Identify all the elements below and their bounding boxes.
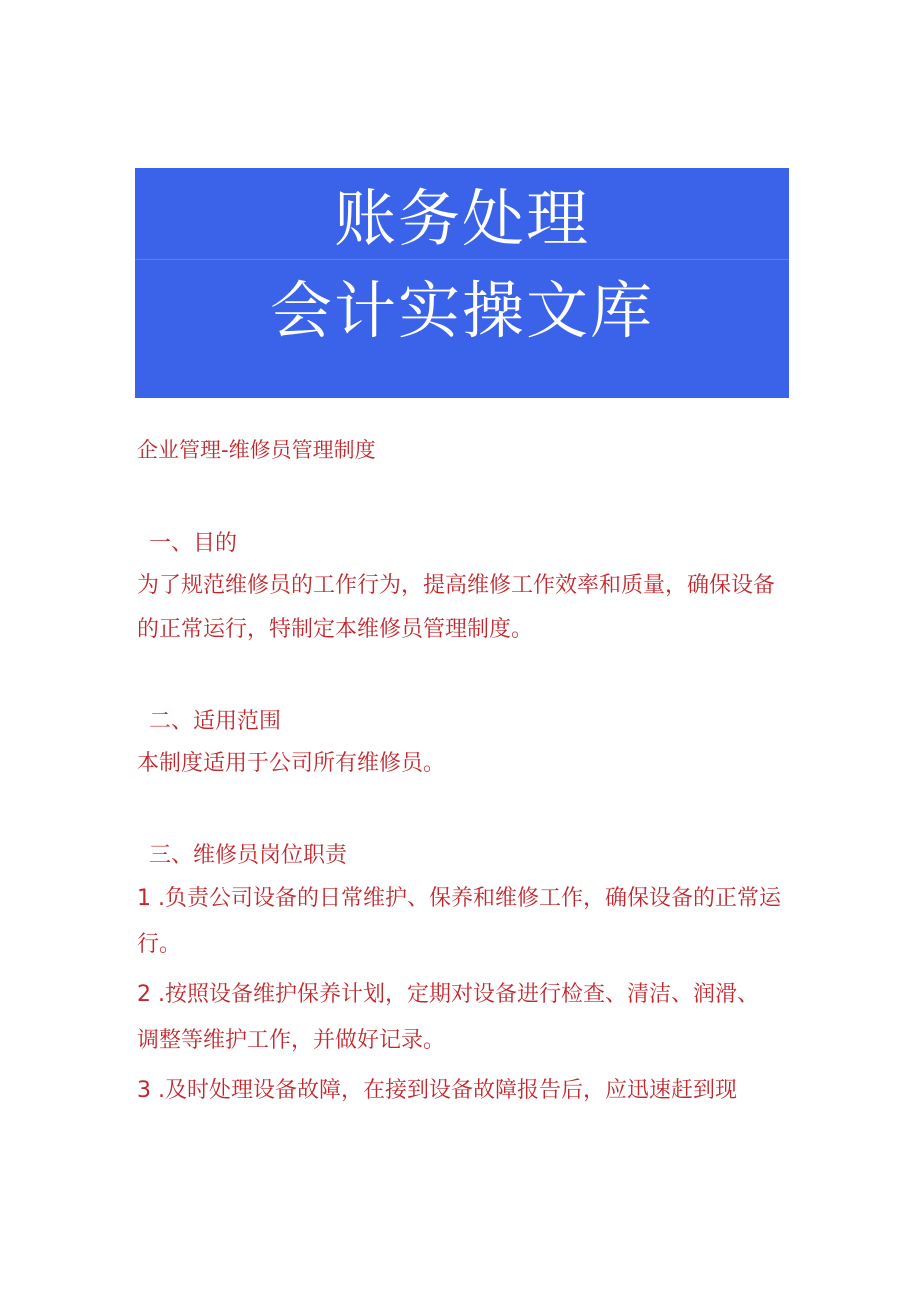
title-banner xyxy=(135,168,789,398)
list-item: 3 .及时处理设备故障，在接到设备故障报告后，应迅速赶到现 xyxy=(137,1078,737,1103)
banner-title-line-2: 会计实操文库 xyxy=(269,274,654,347)
list-item: 1 .负责公司设备的日常维护、保养和维修工作，确保设备的正常运行。 xyxy=(137,886,781,957)
section-heading-duties: 三、维修员岗位职责 xyxy=(149,843,348,868)
document-title: 企业管理-维修员管理制度 xyxy=(137,438,376,462)
banner-title-line-1: 账务处理 xyxy=(333,182,590,255)
banner-divider xyxy=(135,259,789,260)
section-paragraph-scope: 本制度适用于公司所有维修员。 xyxy=(137,751,446,776)
section-heading-purpose: 一、目的 xyxy=(149,531,238,556)
document-body xyxy=(137,430,797,1114)
section-heading-scope: 二、适用范围 xyxy=(149,709,282,734)
section-paragraph-purpose: 为了规范维修员的工作行为，提高维修工作效率和质量，确保设备的正常运行，特制定本维修员管理制度。 xyxy=(137,573,776,642)
list-item: 2 .按照设备维护保养计划，定期对设备进行检查、清洁、润滑、调整等维护工作，并做好记录。 xyxy=(137,982,759,1053)
